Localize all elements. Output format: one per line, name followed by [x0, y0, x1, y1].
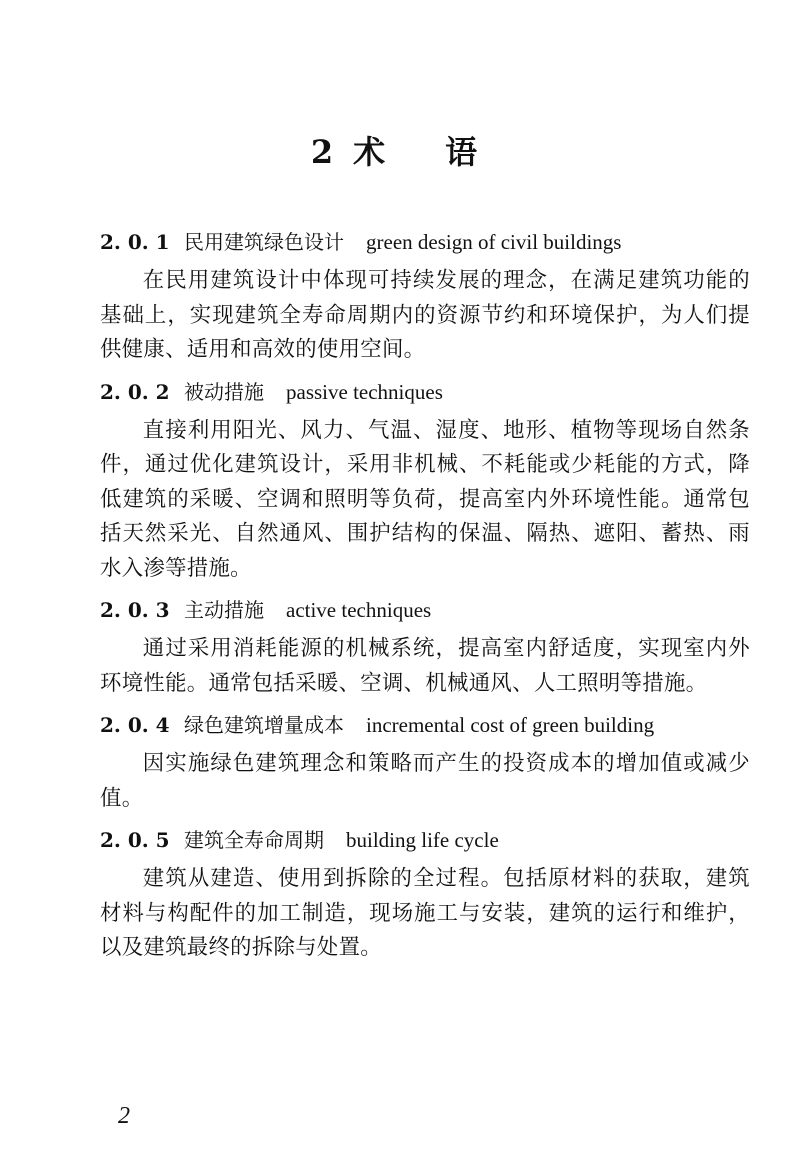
terms-list	[100, 220, 750, 968]
term-chinese-name: 主动措施	[184, 598, 264, 622]
term-number: 2. 0. 2	[100, 379, 170, 404]
chapter-title-word-1: 术	[353, 133, 388, 171]
term-english-name: active techniques	[286, 598, 432, 622]
term-entry	[100, 220, 750, 368]
term-english-name: building life cycle	[346, 828, 499, 852]
term-number: 2. 0. 5	[100, 828, 170, 852]
term-heading	[100, 588, 750, 632]
page-number: 2	[118, 1103, 130, 1129]
term-definition: 因实施绿色建筑理念和策略而产生的投资成本的增加值或减少值。	[100, 751, 750, 811]
term-heading	[100, 818, 750, 862]
chapter-title-word-2: 语	[445, 133, 480, 171]
term-number: 2. 0. 3	[100, 598, 170, 622]
term-heading	[100, 370, 750, 414]
term-definition: 建筑从建造、使用到拆除的全过程。包括原材料的获取，建筑材料与构配件的加工制造，现场施工与安装，建筑的运行和维护，以及建筑最终的拆除与处置。	[100, 866, 750, 960]
term-definition: 通过采用消耗能源的机械系统，提高室内舒适度，实现室内外环境性能。通常包括采暖、空调、机械通风、人工照明等措施。	[100, 636, 750, 696]
term-number: 2. 0. 4	[100, 713, 170, 737]
term-chinese-name: 建筑全寿命周期	[184, 828, 324, 852]
term-number: 2. 0. 1	[100, 230, 170, 254]
chapter-number: 2	[310, 133, 336, 171]
term-heading	[100, 220, 750, 264]
term-entry	[100, 818, 750, 966]
term-definition: 在民用建筑设计中体现可持续发展的理念，在满足建筑功能的基础上，实现建筑全寿命周期内的资源节约和环境保护，为人们提供健康、适用和高效的使用空间。	[100, 268, 750, 362]
term-definition: 直接利用阳光、风力、气温、湿度、地形、植物等现场自然条件，通过优化建筑设计，采用非机械、不耗能或少耗能的方式，降低建筑的采暖、空调和照明等负荷，提高室内外环境性能。通常包括天然采光、自然通风、围护结构的保温、隔热、遮阳、蓄热、雨水入渗等措施。	[100, 417, 750, 581]
term-english-name: incremental cost of green building	[366, 713, 655, 737]
term-heading	[100, 703, 750, 747]
term-english-name: passive techniques	[286, 379, 443, 404]
term-entry	[100, 370, 750, 587]
chapter-title	[0, 128, 790, 176]
term-chinese-name: 民用建筑绿色设计	[184, 230, 344, 254]
term-chinese-name: 绿色建筑增量成本	[184, 713, 344, 737]
term-entry	[100, 703, 750, 816]
term-chinese-name: 被动措施	[184, 379, 264, 404]
term-english-name: green design of civil buildings	[366, 230, 622, 254]
term-entry	[100, 588, 750, 701]
